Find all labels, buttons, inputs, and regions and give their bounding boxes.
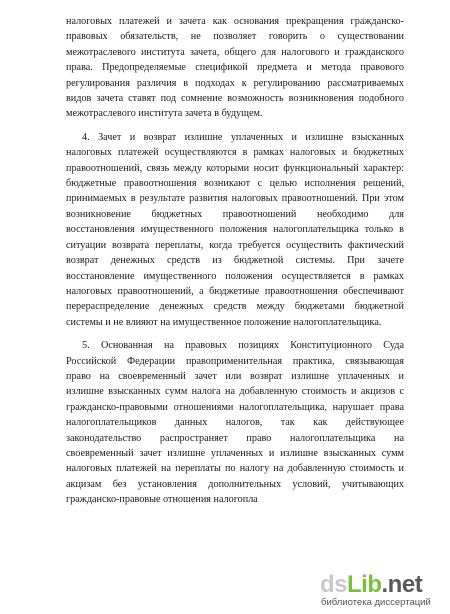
text-line: межотраслевого института зачета в будущем. (66, 108, 263, 120)
text-line: право на своевременный зачет или возврат излишне уплаченных и (66, 370, 404, 382)
text-line: гражданско-правовыми отношениями налогоплательщика, нарушает права (66, 401, 404, 413)
text-line: правовых обязательств, не позволяет говорить о существовании (66, 31, 404, 43)
text-line: налоговых правоотношений, а бюджетные правоотношения обеспечивают (66, 285, 404, 297)
text-line: своевременный зачет излишне уплаченных и излишне взысканных сумм (66, 447, 404, 459)
dslib-logo: dsLib.net (320, 571, 423, 598)
text-line: ситуации возврата переплаты, когда требуется осуществить фактический (66, 239, 404, 251)
text-line: 5. Основанная на правовых позициях Конституционного Суда (82, 340, 404, 352)
dslib-subtitle: библиотека диссертаций (321, 597, 431, 608)
text-line: права. Предопределяемые спецификой предмета и метода правового (66, 62, 404, 74)
text-line: принимаемых в результате развития налоговых правоотношений. При этом (66, 193, 404, 205)
document-body (66, 14, 404, 508)
text-line: налоговых платежей осуществляются в рамках налоговых и бюджетных (66, 147, 404, 159)
text-line: налоговых платежей и зачета как основания прекращения гражданско- (66, 16, 404, 27)
text-line: системы и не влияют на имущественное положение налогоплательщика. (66, 316, 382, 328)
text-line: восстановление имущественного положения осуществляется в рамках (66, 270, 404, 282)
text-line: акцизам без установления дополнительных условий, учитывающих (66, 478, 404, 490)
text-line: Российской Федерации правоприменительная практика, связывающая (66, 355, 404, 367)
text-line: видов зачета ставят под сомнение возможность возникновения подобного (66, 93, 404, 105)
text-line: налоговых платежей на переплаты по налогу на добавленную стоимость и (66, 463, 404, 475)
text-line: бюджетные правоотношения возникают с целью исполнения решений, (66, 178, 404, 190)
text-line: законодательство распространяет право налогоплательщика на (66, 432, 404, 444)
text-line: 4. Зачет и возврат излишне уплаченных и излишне взысканных (82, 131, 404, 143)
text-line: возникновение бюджетных правоотношений необходимо для (66, 208, 404, 220)
text-line: межотраслевого института зачета, общего для налогового и гражданского (66, 46, 404, 58)
text-line: налогоплательщиков данных налогов, так как действующее (66, 417, 404, 429)
text-line: гражданско-правовые отношения налогопла (66, 494, 258, 506)
text-line: восстановления имущественного положения налогоплательщика только в (66, 224, 404, 236)
text-line: перераспределение денежных средств между бюджетами бюджетной (66, 301, 404, 313)
text-line: регулирования различия в подходах к регулированию рассматриваемых (66, 77, 404, 89)
dslib-watermark[interactable] (320, 572, 444, 610)
text-line: возврат денежных средств из бюджетной системы. При зачете (66, 255, 404, 267)
text-line: излишне взысканных сумм налога на добавленную стоимость и акцизов с (66, 386, 404, 398)
text-line: правоотношений, связь между которыми носит функциональный характер: (66, 162, 404, 174)
